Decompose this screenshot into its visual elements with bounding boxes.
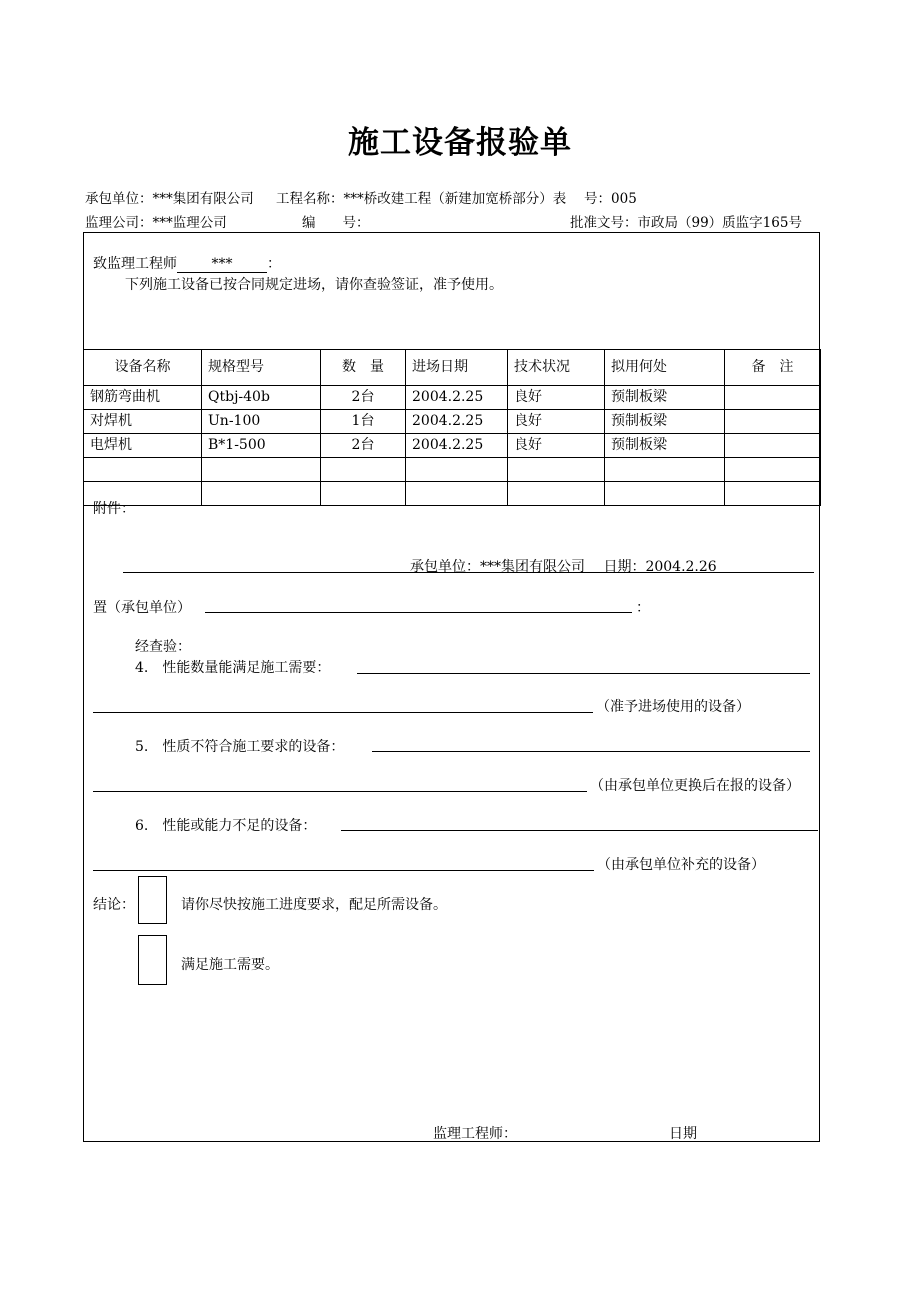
- table-cell: 良好: [508, 386, 605, 410]
- table-cell: [725, 386, 821, 410]
- table-cell: [605, 482, 725, 506]
- table-row: [84, 386, 821, 410]
- table-cell: 预制板梁: [605, 434, 725, 458]
- table-cell: [605, 458, 725, 482]
- supervisor-info: 监理公司：***监理公司: [85, 215, 227, 231]
- table-cell: 良好: [508, 434, 605, 458]
- table-cell: 电焊机: [84, 434, 202, 458]
- table-cell: 良好: [508, 410, 605, 434]
- table-cell: 钢筋弯曲机: [84, 386, 202, 410]
- item5-line-2: [93, 791, 587, 792]
- table-cell: Un-100: [202, 410, 321, 434]
- conclusion-label: 结论：: [93, 897, 135, 913]
- table-cell: 2004.2.25: [406, 434, 508, 458]
- table-row: [84, 434, 821, 458]
- table-cell: [321, 458, 406, 482]
- item4-note: （准予进场使用的设备）: [596, 699, 750, 715]
- table-cell: 预制板梁: [605, 410, 725, 434]
- item6-note: （由承包单位补充的设备）: [597, 857, 765, 873]
- item6-line: [341, 830, 818, 831]
- table-row: [84, 458, 821, 482]
- table-cell: 对焊机: [84, 410, 202, 434]
- table-cell: Qtbj-40b: [202, 386, 321, 410]
- page-title: 施工设备报验单: [348, 125, 572, 161]
- approval-info: 批准文号：市政局（99）质监字165号: [570, 215, 802, 231]
- item4-label: 4. 性能数量能满足施工需要：: [135, 660, 331, 676]
- column-header: 规格型号: [202, 350, 321, 386]
- column-header: 数 量: [321, 350, 406, 386]
- table-row: [84, 482, 821, 506]
- table-cell: [202, 458, 321, 482]
- addressee-prefix: 致监理工程师: [93, 256, 177, 272]
- table-header-row: [84, 350, 821, 386]
- item6-line-2: [93, 870, 594, 871]
- conclusion-option-1: 请你尽快按施工进度要求，配足所需设备。: [181, 897, 447, 913]
- checked-label: 经查验：: [135, 639, 191, 655]
- conclusion-checkbox-1[interactable]: [138, 876, 167, 924]
- table-cell: [406, 482, 508, 506]
- table-cell: [406, 458, 508, 482]
- item4-line-2: [93, 712, 593, 713]
- table-row: [84, 410, 821, 434]
- item5-label: 5. 性质不符合施工要求的设备：: [135, 739, 345, 755]
- item5-line: [372, 751, 810, 752]
- table-cell: [508, 458, 605, 482]
- attachment-signer: 承包单位：***集团有限公司 日期：2004.2.26: [410, 559, 717, 575]
- table-cell: 2台: [321, 434, 406, 458]
- table-cell: [321, 482, 406, 506]
- form-number-label: 编 号：: [302, 215, 370, 231]
- contractor-info: 承包单位：***集团有限公司: [85, 191, 254, 207]
- date-label: 日期: [669, 1126, 697, 1142]
- column-header: 技术状况: [508, 350, 605, 386]
- column-header: 备 注: [725, 350, 821, 386]
- table-cell: 1台: [321, 410, 406, 434]
- addressee-line: [93, 253, 281, 273]
- table-cell: 2004.2.25: [406, 410, 508, 434]
- engineer-signature-label: 监理工程师：: [433, 1126, 517, 1142]
- engineer-name: ***: [177, 256, 267, 273]
- request-body: 下列施工设备已按合同规定进场，请你查验签证，准予使用。: [125, 277, 503, 293]
- table-cell: [508, 482, 605, 506]
- equipment-table: [83, 349, 821, 506]
- table-cell: 2004.2.25: [406, 386, 508, 410]
- column-header: 进场日期: [406, 350, 508, 386]
- item5-note: （由承包单位更换后在报的设备）: [590, 778, 800, 794]
- table-cell: B*1-500: [202, 434, 321, 458]
- place-label: 置（承包单位）: [93, 600, 191, 616]
- column-header: 拟用何处: [605, 350, 725, 386]
- conclusion-checkbox-2[interactable]: [138, 935, 167, 985]
- table-cell: [725, 434, 821, 458]
- table-cell: 2台: [321, 386, 406, 410]
- table-cell: [84, 458, 202, 482]
- table-cell: 预制板梁: [605, 386, 725, 410]
- project-info: 工程名称：***桥改建工程（新建加宽桥部分）表 号：005: [276, 191, 637, 207]
- item6-label: 6. 性能或能力不足的设备：: [135, 818, 317, 834]
- table-cell: [725, 410, 821, 434]
- place-colon: ：: [636, 600, 650, 616]
- conclusion-option-2: 满足施工需要。: [181, 957, 279, 973]
- table-cell: [202, 482, 321, 506]
- table-cell: [725, 458, 821, 482]
- place-line: [205, 612, 632, 613]
- table-cell: [725, 482, 821, 506]
- item4-line: [357, 673, 810, 674]
- attachment-label: 附件：: [93, 501, 135, 517]
- column-header: 设备名称: [84, 350, 202, 386]
- addressee-suffix: ：: [267, 256, 281, 272]
